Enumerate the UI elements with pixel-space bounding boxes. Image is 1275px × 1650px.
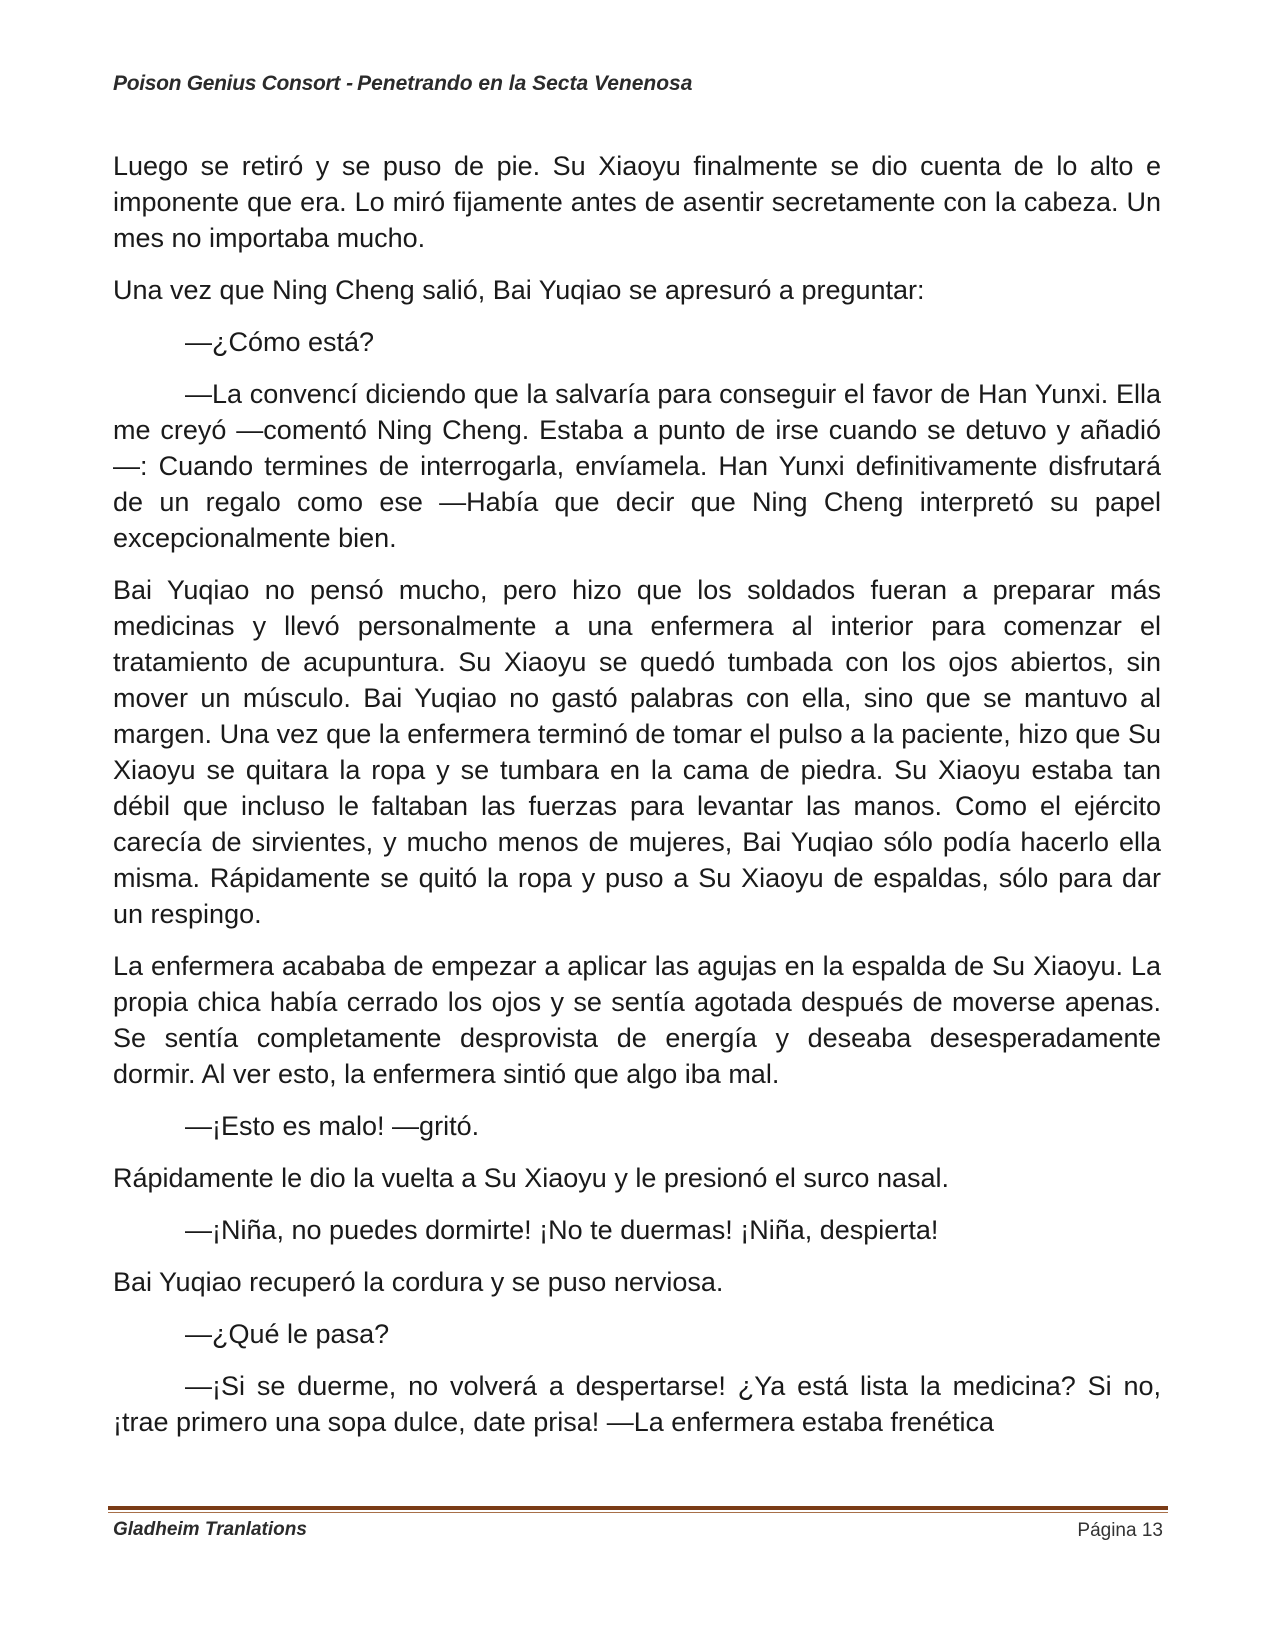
paragraph: La enfermera acababa de empezar a aplicar las agujas en la espalda de Su Xiaoyu. La propia chica había cerrado los ojos y se sentía agotada después de moverse apenas. Se sentía completamente desprovista de energía y deseaba desesperadamente dormir. Al ver esto, la enfermera sintió que algo iba mal. [113, 951, 1161, 1089]
book-title: Poison Genius Consort [113, 72, 341, 95]
paragraph: Bai Yuqiao no pensó mucho, pero hizo que los soldados fueran a preparar más medicinas y llevó personalmente a una enfermera al interior para comenzar el tratamiento de acupuntura. Su Xiaoyu se quedó tumbada con los ojos abiertos, sin mover un músculo. Bai Yuqiao no gastó palabras con ella, sino que se mantuvo al margen. Una vez que la enfermera terminó de tomar el pulso a la paciente, hizo que Su Xiaoyu se quitara la ropa y se tumbara en la cama de piedra. Su Xiaoyu estaba tan débil que incluso le faltaban las fuerzas para levantar las manos. Como el ejército carecía de sirvientes, y mucho menos de mujeres, Bai Yuqiao sólo podía hacerlo ella misma. Rápidamente se quitó la ropa y puso a Su Xiaoyu de espaldas, sólo para dar un respingo. [113, 575, 1161, 929]
paragraph: Luego se retiró y se puso de pie. Su Xiaoyu finalmente se dio cuenta de lo alto e imponente que era. Lo miró fijamente antes de asentir secretamente con la cabeza. Un mes no importaba mucho. [113, 151, 1161, 253]
page-number-value: 13 [1141, 1520, 1163, 1541]
dialogue-paragraph: —¿Qué le pasa? [185, 1319, 390, 1349]
page-label: Página [1077, 1520, 1137, 1541]
footer-divider-thin [108, 1512, 1168, 1513]
paragraph: Bai Yuqiao recuperó la cordura y se puso nerviosa. [113, 1267, 724, 1297]
dialogue-paragraph: —La convencí diciendo que la salvaría para conseguir el favor de Han Yunxi. Ella me creyó —comentó Ning Cheng. Estaba a punto de irse cuando se detuvo y añadió—: Cuando termines de interrogarla, envíamela. Han Yunxi definitivamente disfrutará de un regalo como ese —Había que decir que Ning Cheng interpretó su papel excepcionalmente bien. [113, 379, 1161, 553]
dialogue-paragraph: —¡Niña, no puedes dormirte! ¡No te duermas! ¡Niña, despierta! [185, 1215, 939, 1245]
page-body [113, 148, 1161, 1456]
running-header [113, 72, 692, 96]
footer-divider [108, 1506, 1168, 1510]
dialogue-paragraph: —¡Si se duerme, no volverá a despertarse! ¿Ya está lista la medicina? Si no, ¡trae primero una sopa dulce, date prisa! —La enfermera estaba frenética [113, 1371, 1161, 1437]
dialogue-paragraph: —¿Cómo está? [185, 327, 375, 357]
dialogue-paragraph: —¡Esto es malo! —gritó. [185, 1111, 480, 1141]
chapter-title: Penetrando en la Secta Venenosa [357, 72, 693, 95]
paragraph: Rápidamente le dio la vuelta a Su Xiaoyu y le presionó el surco nasal. [113, 1163, 949, 1193]
paragraph: Una vez que Ning Cheng salió, Bai Yuqiao se apresuró a preguntar: [113, 275, 925, 305]
header-separator: - [346, 72, 354, 95]
publisher-name: Gladheim Tranlations [113, 1519, 307, 1540]
page-number [1077, 1520, 1163, 1542]
